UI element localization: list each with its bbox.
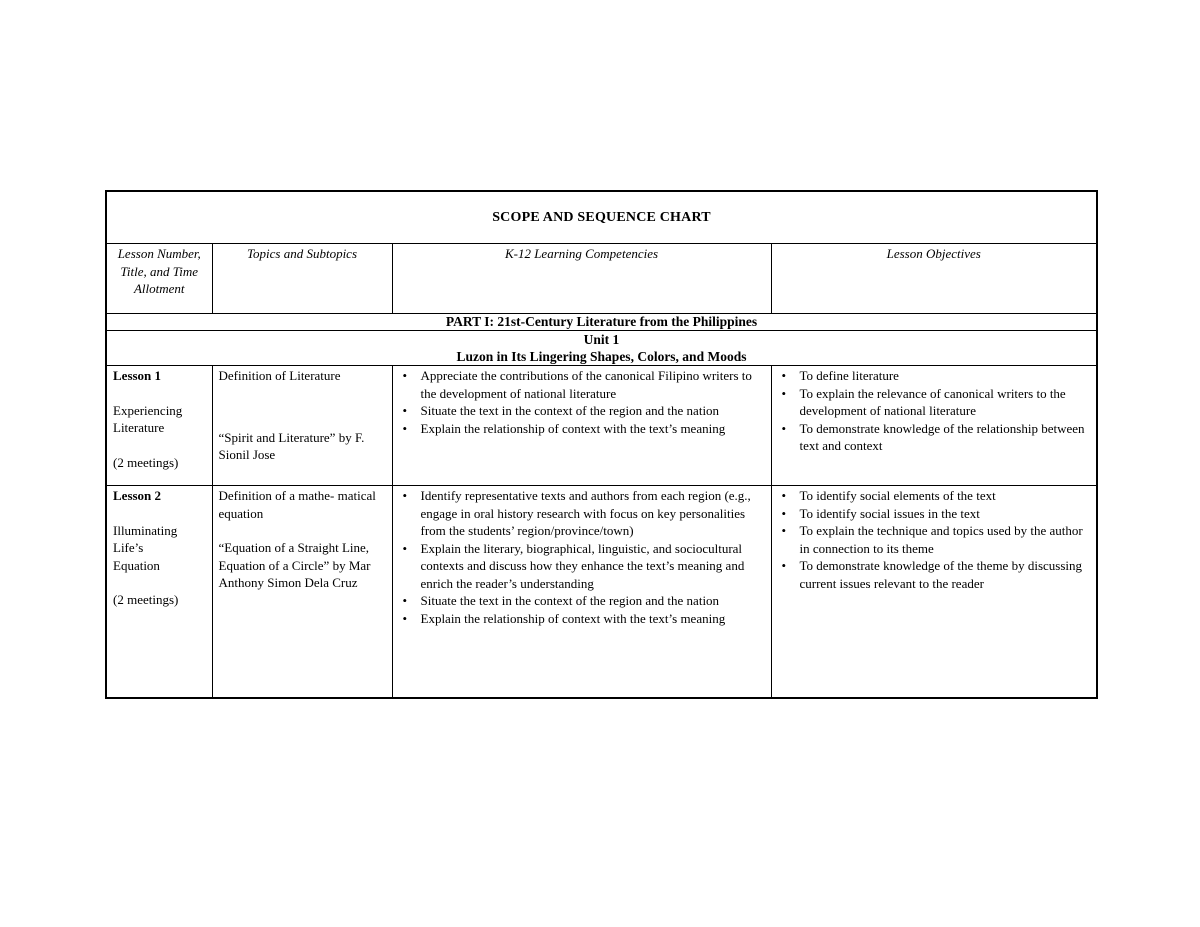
lesson-title-line: Equation: [113, 557, 160, 573]
competency-item: • Situate the text in the context of the region and the nation: [421, 592, 765, 610]
header-lesson: Lesson Number, Title, and Time Allotment: [106, 244, 212, 314]
lesson-title-line: Illuminating: [113, 522, 178, 538]
competency-item: • Situate the text in the context of the region and the nation: [421, 402, 765, 420]
objective-item: • To demonstrate knowledge of the relationship between text and context: [800, 420, 1091, 455]
lesson-time: (2 meetings): [113, 592, 179, 607]
objective-item: • To demonstrate knowledge of the theme by discussing current issues relevant to the reader: [800, 557, 1091, 592]
lesson-number: Lesson 2: [113, 488, 162, 503]
unit-number: Unit 1: [583, 332, 620, 347]
objectives-cell: [771, 366, 1097, 486]
topics-cell: [212, 486, 392, 699]
objective-item: • To identify social elements of the text: [800, 487, 1091, 505]
header-topics: Topics and Subtopics: [212, 244, 392, 314]
objective-item: • To define literature: [800, 367, 1091, 385]
header-objectives: Lesson Objectives: [771, 244, 1097, 314]
lesson-time: (2 meetings): [113, 454, 179, 470]
lesson-title-line: Life’s: [113, 540, 144, 555]
unit-title: Luzon in Its Lingering Shapes, Colors, and Moods: [456, 349, 747, 364]
topics-cell: [212, 366, 392, 486]
scope-sequence-table: [105, 190, 1098, 699]
topic: Definition of a mathe- matical equation: [218, 488, 376, 521]
lesson-cell: [106, 486, 212, 699]
topic: Definition of Literature: [218, 368, 341, 383]
objectives-cell: [771, 486, 1097, 699]
competency-item: • Identify representative texts and authors from each region (e.g., engage in oral history research with focus on key personalities from the students’ region/province/town): [421, 487, 765, 540]
competency-item: • Appreciate the contributions of the canonical Filipino writers to the development of national literature: [421, 367, 765, 402]
lesson-title-line: Literature: [113, 420, 165, 435]
lesson-cell: [106, 366, 212, 486]
competency-item: • Explain the relationship of context with the text’s meaning: [421, 420, 765, 438]
lesson-number: Lesson 1: [113, 368, 162, 383]
chart-title: SCOPE AND SEQUENCE CHART: [106, 191, 1097, 244]
competencies-cell: [392, 486, 771, 699]
objective-item: • To explain the technique and topics used by the author in connection to its theme: [800, 522, 1091, 557]
competency-item: • Explain the relationship of context with the text’s meaning: [421, 610, 765, 628]
competencies-cell: [392, 366, 771, 486]
table-row: [106, 486, 1097, 699]
part-title: PART I: 21st-Century Literature from the Philippines: [106, 314, 1097, 331]
objective-item: • To identify social issues in the text: [800, 505, 1091, 523]
lesson-title-line: Experiencing: [113, 402, 183, 418]
header-competencies: K-12 Learning Competencies: [392, 244, 771, 314]
topic: “Equation of a Straight Line, Equation of a Circle” by Mar Anthony Simon Dela Cruz: [218, 540, 371, 590]
header-row: [106, 244, 1097, 314]
topic: “Spirit and Literature” by F. Sionil Jose: [218, 429, 365, 462]
competency-item: • Explain the literary, biographical, linguistic, and sociocultural contexts and discuss how they enhance the text’s meaning and enrich the reader’s understanding: [421, 540, 765, 593]
unit-heading: [106, 331, 1097, 366]
objective-item: • To explain the relevance of canonical writers to the development of national literature: [800, 385, 1091, 420]
table-row: [106, 366, 1097, 486]
